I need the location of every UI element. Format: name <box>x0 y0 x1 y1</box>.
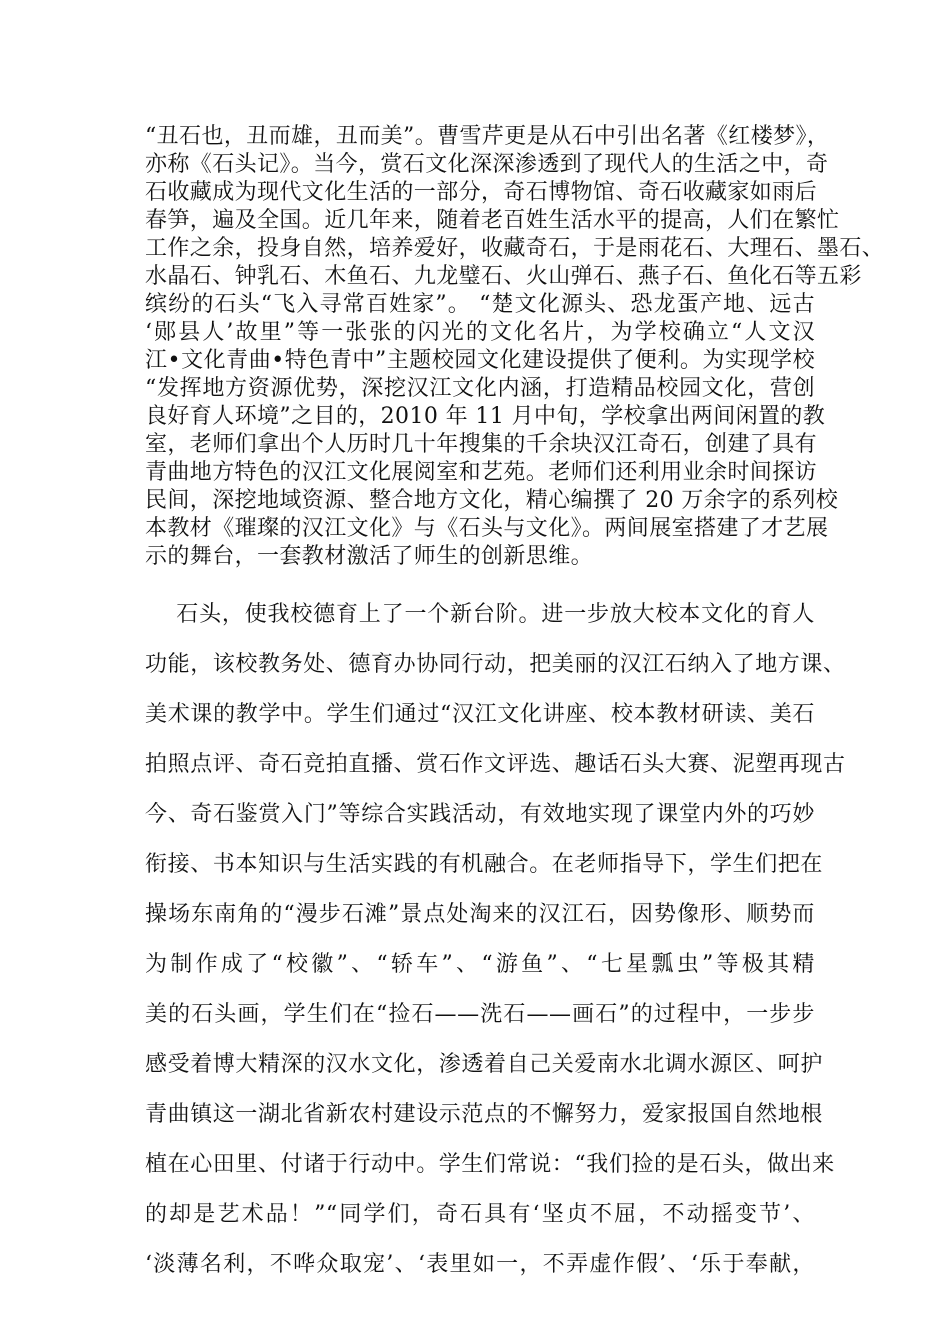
text-line: 室，老师们拿出个人历时几十年搜集的千余块汉江奇石，创建了具有 <box>145 432 818 457</box>
text-line: “丑石也，丑而雄，丑而美”。曹雪芹更是从石中引出名著《红楼梦》， <box>145 124 830 149</box>
text-line: 良好育人环境”之目的，2010 年 11 月中旬，学校拿出两间闲置的教 <box>145 404 826 429</box>
text-line: 本教材《璀璨的汉江文化》与《石头与文化》。两间展室搭建了才艺展 <box>145 516 829 541</box>
text-line: 感受着博大精深的汉水文化，渗透着自己关爱南水北调水源区、呵护 <box>145 1052 824 1077</box>
text-line: 操场东南角的“漫步石滩”景点处淘来的汉江石，因势像形、顺势而 <box>145 902 815 927</box>
text-line: 美术课的教学中。学生们通过“汉江文化讲座、校本教材研读、美石 <box>145 702 815 727</box>
text-line: 石头，使我校德育上了一个新台阶。进一步放大校本文化的育人 <box>145 602 815 627</box>
text-line: 的却是艺术品！”“同学们，奇石具有‘坚贞不屈，不动摇变节’、 <box>145 1202 815 1227</box>
text-line: 为制作成了“校徽”、“轿车”、“游鱼”、“七星瓢虫”等极其精 <box>145 952 815 977</box>
text-line: 缤纷的石头“飞入寻常百姓家”。 “楚文化源头、恐龙蛋产地、远古 <box>145 292 815 317</box>
text-line: 民间，深挖地域资源、整合地方文化，精心编撰了 20 万余字的系列校 <box>145 488 839 513</box>
text-line: ‘郧县人’故里”等一张张的闪光的文化名片，为学校确立“人文汉 <box>145 320 815 345</box>
text-line: 今、奇石鉴赏入门”等综合实践活动，有效地实现了课堂内外的巧妙 <box>145 802 815 827</box>
text-line: 衔接、书本知识与生活实践的有机融合。在老师指导下，学生们把在 <box>145 852 824 877</box>
text-line: 江•文化青曲•特色青中”主题校园文化建设提供了便利。为实现学校 <box>145 348 815 373</box>
text-line: 春笋，遍及全国。近几年来，随着老百姓生活水平的提高，人们在繁忙 <box>145 208 840 233</box>
text-line: 青曲地方特色的汉江文化展阅室和艺苑。老师们还利用业余时间探访 <box>145 460 818 485</box>
text-line: 示的舞台，一套教材激活了师生的创新思维。 <box>145 544 594 569</box>
text-line: ‘淡薄名利，不哗众取宠’、‘表里如一，不弄虚作假’、‘乐于奉献， <box>145 1252 815 1277</box>
text-line: 功能，该校教务处、德育办协同行动，把美丽的汉江石纳入了地方课、 <box>145 652 846 677</box>
text-line: 水晶石、钟乳石、木鱼石、九龙璧石、火山弹石、燕子石、鱼化石等五彩 <box>145 264 862 289</box>
text-line: 工作之余，投身自然，培养爱好，收藏奇石，于是雨花石、大理石、墨石、 <box>145 236 885 261</box>
text-line: “发挥地方资源优势，深挖汉江文化内涵，打造精品校园文化，营创 <box>145 376 815 401</box>
text-line: 青曲镇这一湖北省新农村建设示范点的不懈努力，爱家报国自然地根 <box>145 1102 824 1127</box>
text-line: 美的石头画，学生们在“捡石——洗石——画石”的过程中，一步步 <box>145 1002 815 1027</box>
text-line: 植在心田里、付诸于行动中。学生们常说：“我们捡的是石头，做出来 <box>145 1152 835 1177</box>
text-line: 石收藏成为现代文化生活的一部分，奇石博物馆、奇石收藏家如雨后 <box>145 180 818 205</box>
text-line: 亦称《石头记》。当今，赏石文化深深渗透到了现代人的生活之中，奇 <box>145 152 829 177</box>
text-line: 拍照点评、奇石竞拍直播、赏石作文评选、趣话石头大赛、泥塑再现古 <box>145 752 846 777</box>
